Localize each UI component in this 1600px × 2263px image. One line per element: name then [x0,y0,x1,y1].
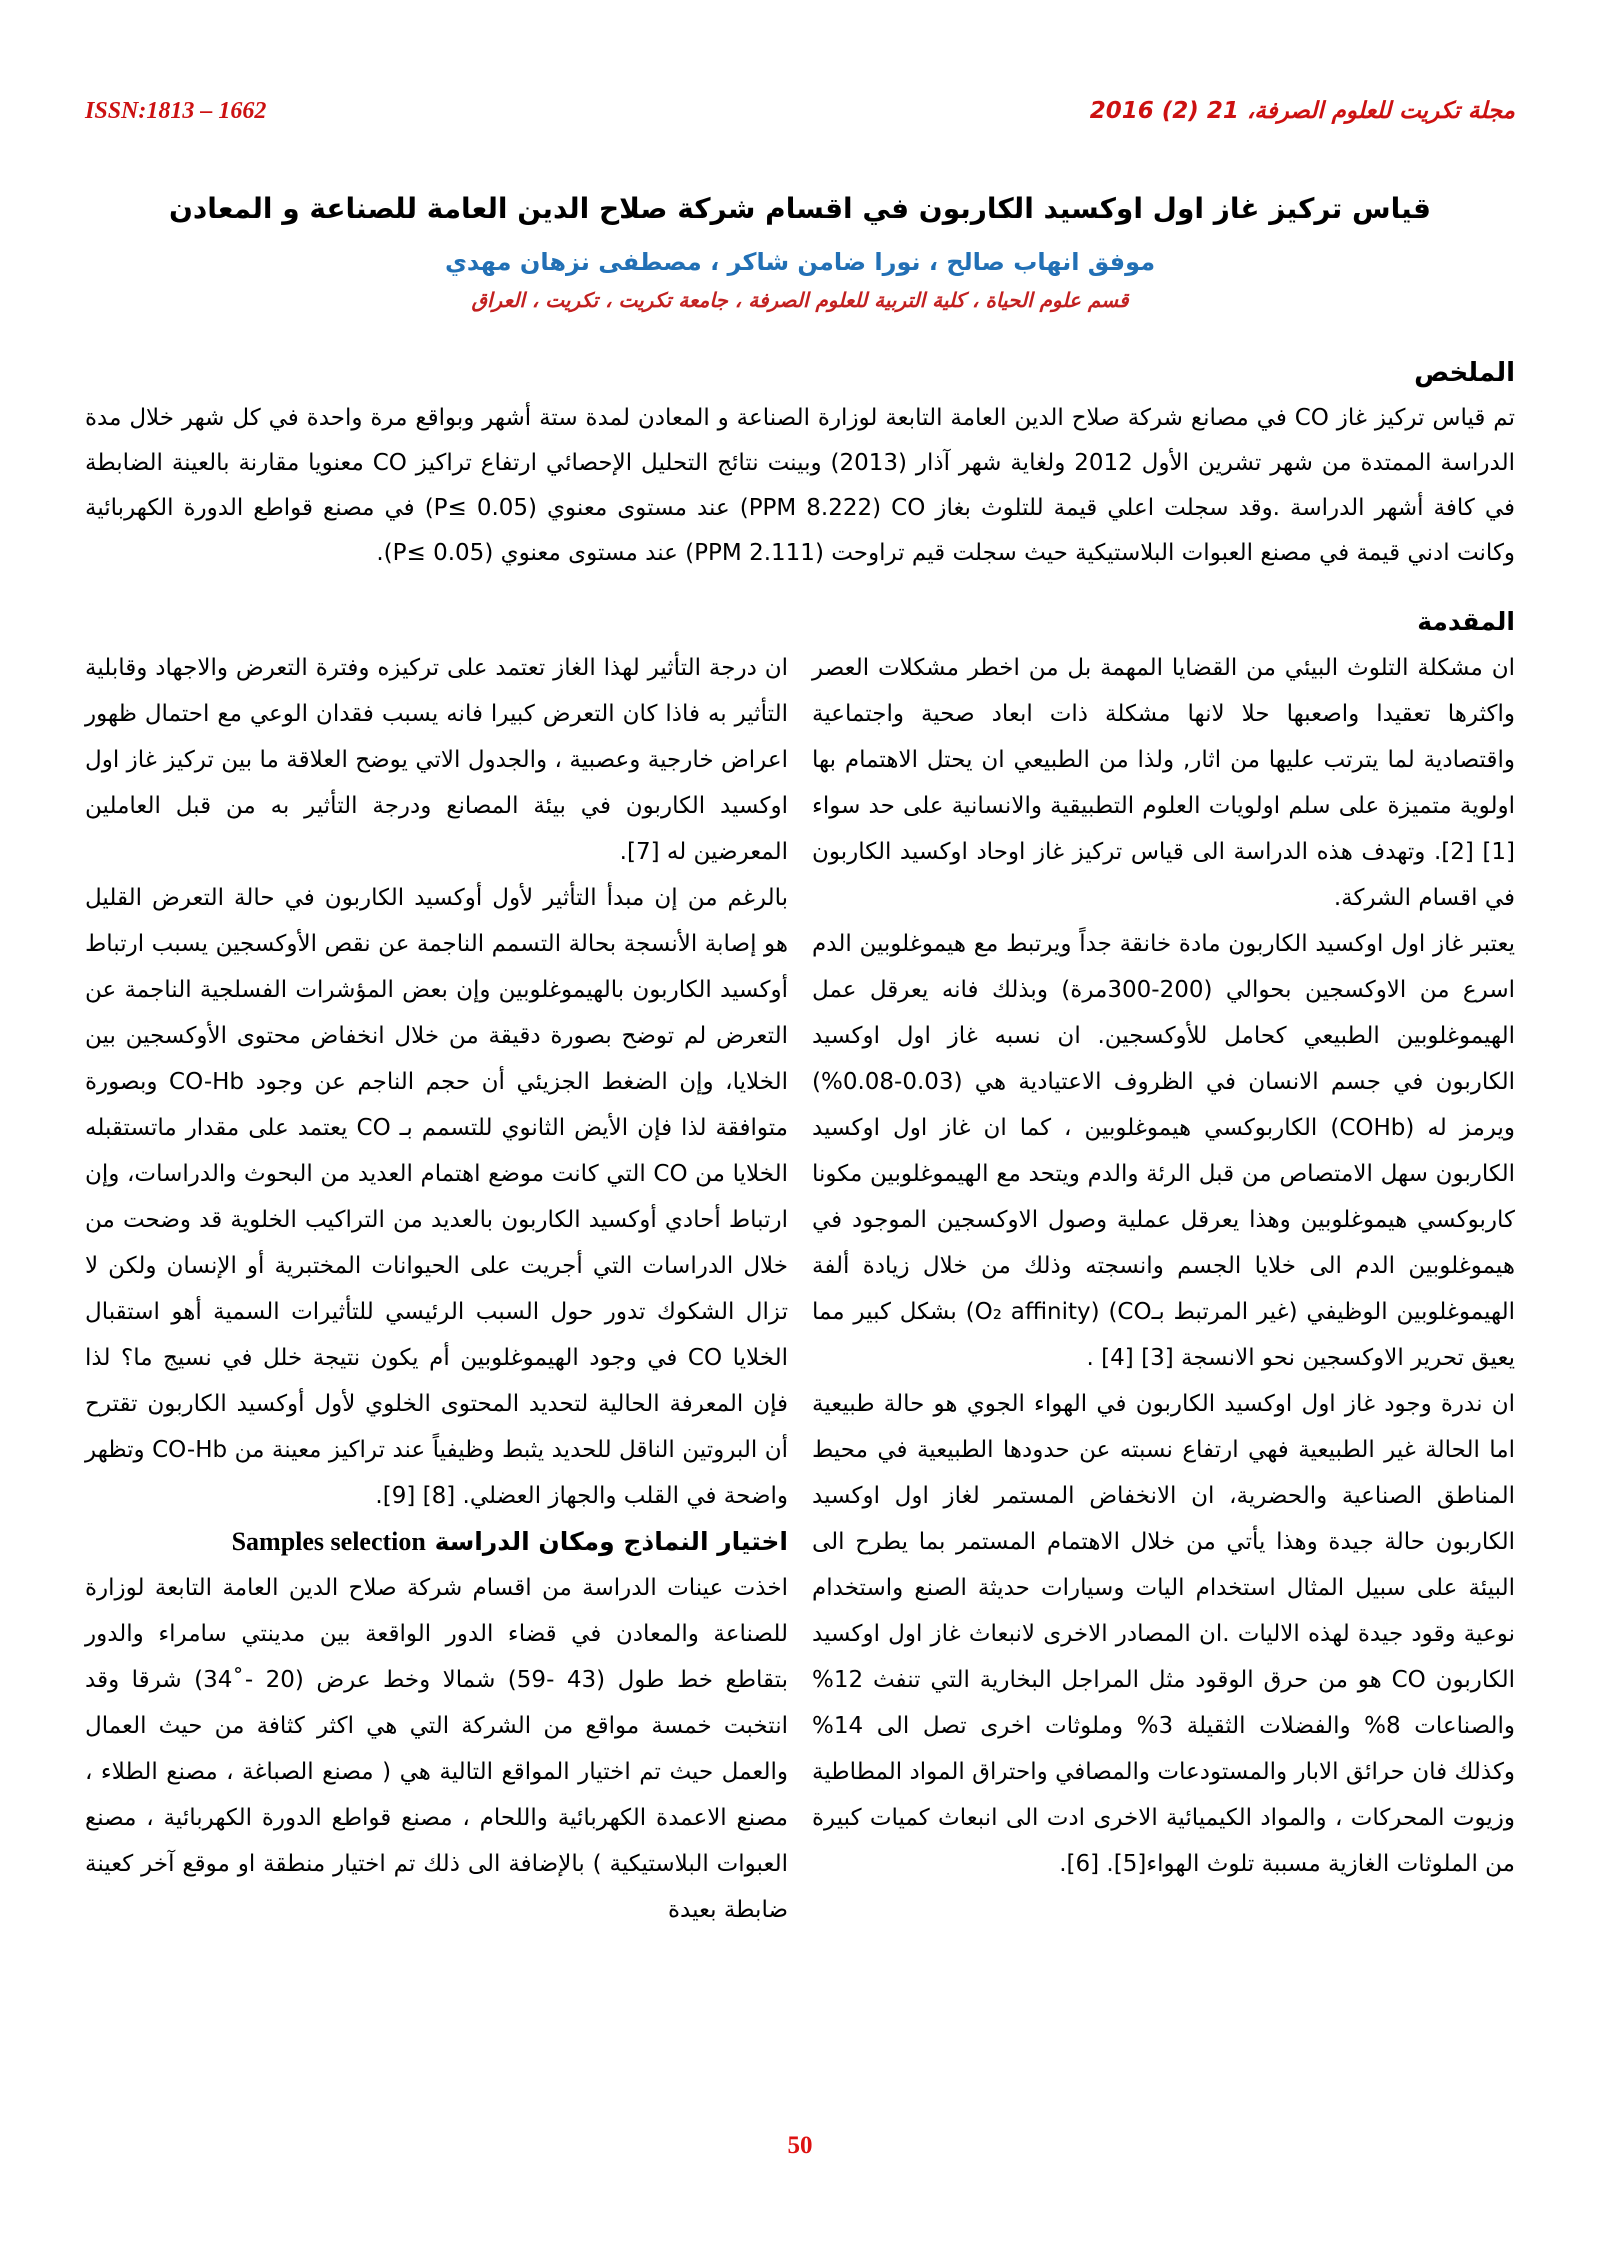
page-number: 50 [787,2132,813,2159]
samples-heading-arabic: اختيار النماذج ومكان الدراسة [425,1527,788,1557]
column-right [812,599,1515,1887]
left-paragraph-2: بالرغم من إن مبدأ التأثير لأول أوكسيد الكاربون في حالة التعرض القليل هو إصابة الأنسجة بحالة التسمم الناجمة عن نقص الأوكسجين يسبب ارتباط أوكسيد الكاربون بالهيموغلوبين وإن بعض المؤشرات الفسلجية الناجمة عن التعرض لم توضح بصورة دقيقة من خلال انخفاض محتوى الأوكسجين بين الخلايا، وإن الضغط الجزيئي أن حجم الناجم عن وجود CO-Hb وبصورة متوافقة لذا فإن الأيض الثانوي للتسمم بـ CO يعتمد على مقدار ماتستقبله الخلايا من CO التي كانت موضع اهتمام العديد من البحوث والدراسات، وإن ارتباط أحادي أوكسيد الكاربون بالعديد من التراكيب الخلوية قد وضحت من خلال الدراسات التي أجريت على الحيوانات المختبرية أو الإنسان ولكن لا تزال الشكوك تدور حول السبب الرئيسي للتأثيرات السمية أهو استقبال الخلايا CO في وجود الهيموغلوبين أم يكون نتيجة خلل في نسيج ما؟ لذا فإن المعرفة الحالية لتحديد المحتوى الخلوي لأول أوكسيد الكاربون تقترح أن البروتين الناقل للحديد يثبط وظيفياً عند تراكيز معينة من CO-Hb وتظهر واضحة في القلب والجهاز العضلي. [8] [9]. [85,885,789,1510]
two-column-body [85,599,1515,1933]
abstract-text: تم قياس تركيز غاز CO في مصانع شركة صلاح الدين العامة التابعة لوزارة الصناعة و المعادن لمدة ستة أشهر وبواقع مرة واحدة في كل شهر خلال مدة الدراسة الممتدة من شهر تشرين الأول 2012 ولغاية شهر آذار (2013) وبينت نتائج التحليل الإحصائي ارتفاع تراكيز CO معنويا مقارنة بالعينة الضابطة في كافة أشهر الدراسة .وقد سجلت اعلي قيمة للتلوث بغاز CO‏ (8.222 PPM) عند مستوى معنوي (P≤ 0.05) في مصنع قواطع الدورة الكهربائية وكانت ادني قيمة في مصنع العبوات البلاستيكية حيث سجلت قيم تراوحت (2.111 PPM) عند مستوى معنوي (P≤ 0.05). [85,405,1515,567]
introduction-heading: المقدمة [1417,607,1515,637]
journal-header [85,0,1515,125]
left-paragraph-1: ان درجة التأثير لهذا الغاز تعتمد على تركيزه وفترة التعرض والاجهاد وقابلية التأثير به فاذا كان التعرض كبيرا فانه يسبب فقدان الوعي مع احتمال ظهور اعراض خارجية وعصبية ، والجدول الاتي يوضح العلاقة ما بين تركيز غاز اول اوكسيد الكاربون في بيئة المصانع ودرجة التأثير به من قبل العاملين المعرضين له [7]. [85,655,788,866]
abstract-heading: الملخص [1414,358,1515,389]
intro-paragraph-3: ان ندرة وجود غاز اول اوكسيد الكاربون في الهواء الجوي هو حالة طبيعية اما الحالة غير الطبيعية فهي ارتفاع نسبته عن حدودها الطبيعية في محيط المناطق الصناعية والحضرية، ان الانخفاض المستمر لغاز اول اوكسيد الكاربون حالة جيدة وهذا يأتي من خلال الاهتمام المستمر بما يطرح الى البيئة على سبيل المثال استخدام اليات وسيارات حديثة الصنع واستخدام نوعية وقود جيدة لهذه الاليات .ان المصادر الاخرى لانبعاث غاز اول اوكسيد الكاربون CO هو من حرق الوقود مثل المراجل البخارية التي تنفث 12% والصناعات 8% والفضلات الثقيلة 3% وملوثات اخرى تصل الى 14% وكذلك فان حرائق الابار والمستودعات والمصافي واحتراق المواد المطاطية وزيوت المحركات ، والمواد الكيميائية الاخرى ادت الى انبعاث كميات كبيرة من الملوثات الغازية مسببة تلوث الهواء[5]. [6]. [812,1391,1516,1878]
authors-line: موفق انهاب صالح ، نورا ضامن شاكر ، مصطفى نزهان مهدي [444,248,1156,277]
samples-selection-heading [85,1519,788,1565]
column-left [85,599,788,1933]
article-title: قياس تركيز غاز اول اوكسيد الكاربون في اقسام شركة صلاح الدين العامة للصناعة و المعادن [169,192,1431,225]
intro-paragraph-2: يعتبر غاز اول اوكسيد الكاربون مادة خانقة جداً ويرتبط مع هيموغلوبين الدم اسرع من الاوكسجين بحوالي (200-300مرة) وبذلك فانه يعرقل عمل الهيموغلوبين الطبيعي كحامل للأوكسجين. ان نسبه غاز اول اوكسيد الكاربون في جسم الانسان في الظروف الاعتيادية هي (0.03-0.08%) ويرمز له (COHb) الكاربوكسي هيموغلوبين ، كما ان غاز اول اوكسيد الكاربون سهل الامتصاص من قبل الرئة والدم ويتحد مع الهيموغلوبين مكونا كاربوكسي هيموغلوبين وهذا يعرقل عملية وصول الاوكسجين الموجود في هيموغلوبين الدم الى خلايا الجسم وانسجته وذلك من خلال زيادة ألفة الهيموغلوبين الوظيفي (غير المرتبط بـCO‏) (O₂ affinity) بشكل كبير مما يعيق تحرير الاوكسجين نحو الانسجة [3] [4] . [812,931,1516,1372]
intro-paragraph-1: ان مشكلة التلوث البيئي من القضايا المهمة بل من اخطر مشكلات العصر واكثرها تعقيدا واصعبها حلا لانها مشكلة ذات ابعاد صحية واجتماعية واقتصادية لما يترتب عليها من اثار, ولذا من الطبيعي ان يحتل الاهتمام بها اولوية متميزة على سلم اولويات العلوم التطبيقية والانسانية على حد سواء [1] [2]. وتهدف هذه الدراسة الى قياس تركيز غاز اوحاد اوكسيد الكاربون في اقسام الشركة. [812,655,1515,912]
affiliation-line: قسم علوم الحياة ، كلية التربية للعلوم الصرفة ، جامعة تكريت ، تكريت ، العراق [471,288,1129,313]
issn-label: ISSN:1813 – 1662 [85,98,267,124]
samples-paragraph: اخذت عينات الدراسة من اقسام شركة صلاح الدين العامة التابعة لوزارة للصناعة والمعادن في قضاء الدور الواقعة بين مدينتي سامراء والدور بتقاطع خط طول (43 -59) شمالا وخط عرض (20 - 34ْ) شرقا وقد انتخبت خمسة مواقع من الشركة التي هي اكثر كثافة من حيث العمال والعمل حيث تم اختيار المواقع التالية هي ( مصنع الصباغة ، مصنع الطلاء ، مصنع الاعمدة الكهربائية واللحام ، مصنع قواطع الدورة الكهربائية ، مصنع العبوات البلاستيكية ) بالإضافة الى ذلك تم اختيار منطقة او موقع آخر كعينة ضابطة بعيدة [85,1575,789,1924]
journal-title: مجلة تكريت للعلوم الصرفة، 21 (2) 2016 [1089,98,1515,124]
samples-heading-english: Samples selection [231,1527,426,1557]
